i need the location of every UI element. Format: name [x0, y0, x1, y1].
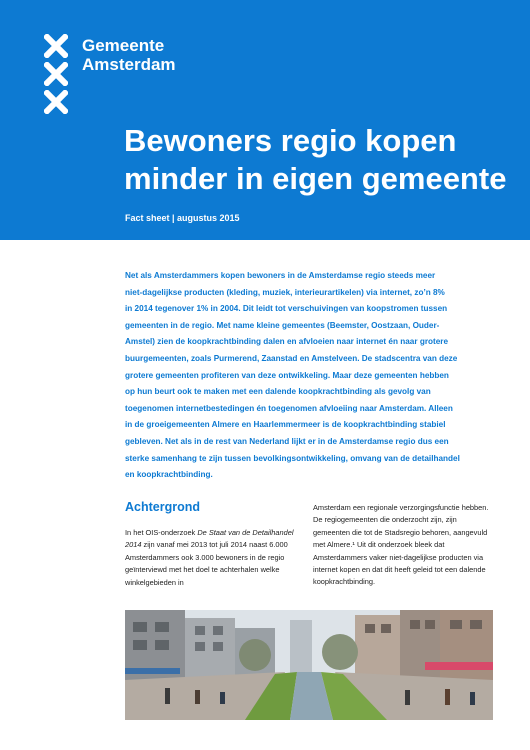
- intro-line: en koopkrachtbinding.: [125, 470, 213, 480]
- body-text-suffix: zijn vanaf mei 2013 tot juli 2014 naast 6.000 Amsterdammers ook 3.000 bewoners in de regio geïnterviewd met het doel te achterhalen welke winkelgebieden in: [125, 540, 288, 587]
- title-line-2: minder in eigen gemeente: [124, 161, 507, 196]
- intro-line: sterke samenhang te zijn tussen bevolkingsontwikkeling, omvang van de detailhandel: [125, 453, 460, 463]
- amsterdam-crosses-logo: [44, 34, 72, 118]
- intro-line: niet-dagelijkse producten (kleding, muziek, interieurartikelen) via internet, zo’n 8%: [125, 287, 445, 297]
- shopping-street-illustration: [125, 610, 493, 720]
- report-title-italic: De Staat van de Detailhandel 2014: [125, 528, 294, 550]
- page-title: [124, 122, 524, 198]
- intro-line: op hun beurt ook te maken met een dalende koopkrachtbinding als gevolg van: [125, 387, 431, 397]
- intro-line: Net als Amsterdammers kopen bewoners in de Amsterdamse regio steeds meer: [125, 271, 436, 280]
- body-column-left: [125, 527, 303, 589]
- intro-line: gebleven. Net als in de rest van Nederland lijkt er in de Amsterdamse regio dus een: [125, 436, 449, 446]
- cross-icon: [44, 34, 68, 58]
- intro-line: grotere gemeenten profiteren van deze ontwikkeling. Maar deze gemeenten hebben: [125, 370, 449, 380]
- intro-line: Amstel) zien de koopkrachtbinding dalen en afvloeien naar internet én naar grotere: [125, 337, 449, 347]
- body-text-prefix: In het OIS-onderzoek: [125, 528, 198, 537]
- logo-line-1: Gemeente: [82, 36, 165, 55]
- intro-line: buurgemeenten, zoals Purmerend, Zaanstad en Amstelveen. De stadscentra van deze: [125, 353, 458, 363]
- intro-line: toegenomen internetbestedingen én toegenomen afvloeiing naar Amsterdam. Alleen: [125, 403, 453, 413]
- intro-paragraph: [125, 268, 495, 484]
- title-line-1: Bewoners regio kopen: [124, 123, 457, 158]
- cross-icon: [44, 62, 68, 86]
- cross-icon: [44, 90, 68, 114]
- street-photo: [125, 610, 493, 720]
- header-banner: [0, 0, 530, 240]
- logo-line-2: Amsterdam: [82, 55, 176, 74]
- intro-line: gemeenten in de regio. Met name kleine gemeentes (Beemster, Oostzaan, Ouder-: [125, 320, 440, 330]
- section-heading-achtergrond: Achtergrond: [125, 500, 200, 514]
- intro-line: in de groeigemeenten Almere en Haarlemmermeer is de koopkrachtbinding stabiel: [125, 420, 446, 430]
- logo-wordmark: [82, 36, 176, 74]
- fact-sheet-subtitle: Fact sheet | augustus 2015: [125, 213, 240, 223]
- body-column-right: Amsterdam een regionale verzorgingsfunctie hebben. De regiogemeenten die onderzocht zijn, zijn gemeenten die tot de Stadsregio behoren, aangevuld met Almere.¹ Uit dit onderzoek bleek dat Amsterdammers vaker niet-dagelijkse producten via internet kopen en dat dit heeft geleid tot een dalende koopkrachtbinding.: [313, 503, 489, 587]
- intro-line: in 2014 tegenover 1% in 2004. Dit leidt tot verschuivingen van koopstromen tussen: [125, 304, 448, 314]
